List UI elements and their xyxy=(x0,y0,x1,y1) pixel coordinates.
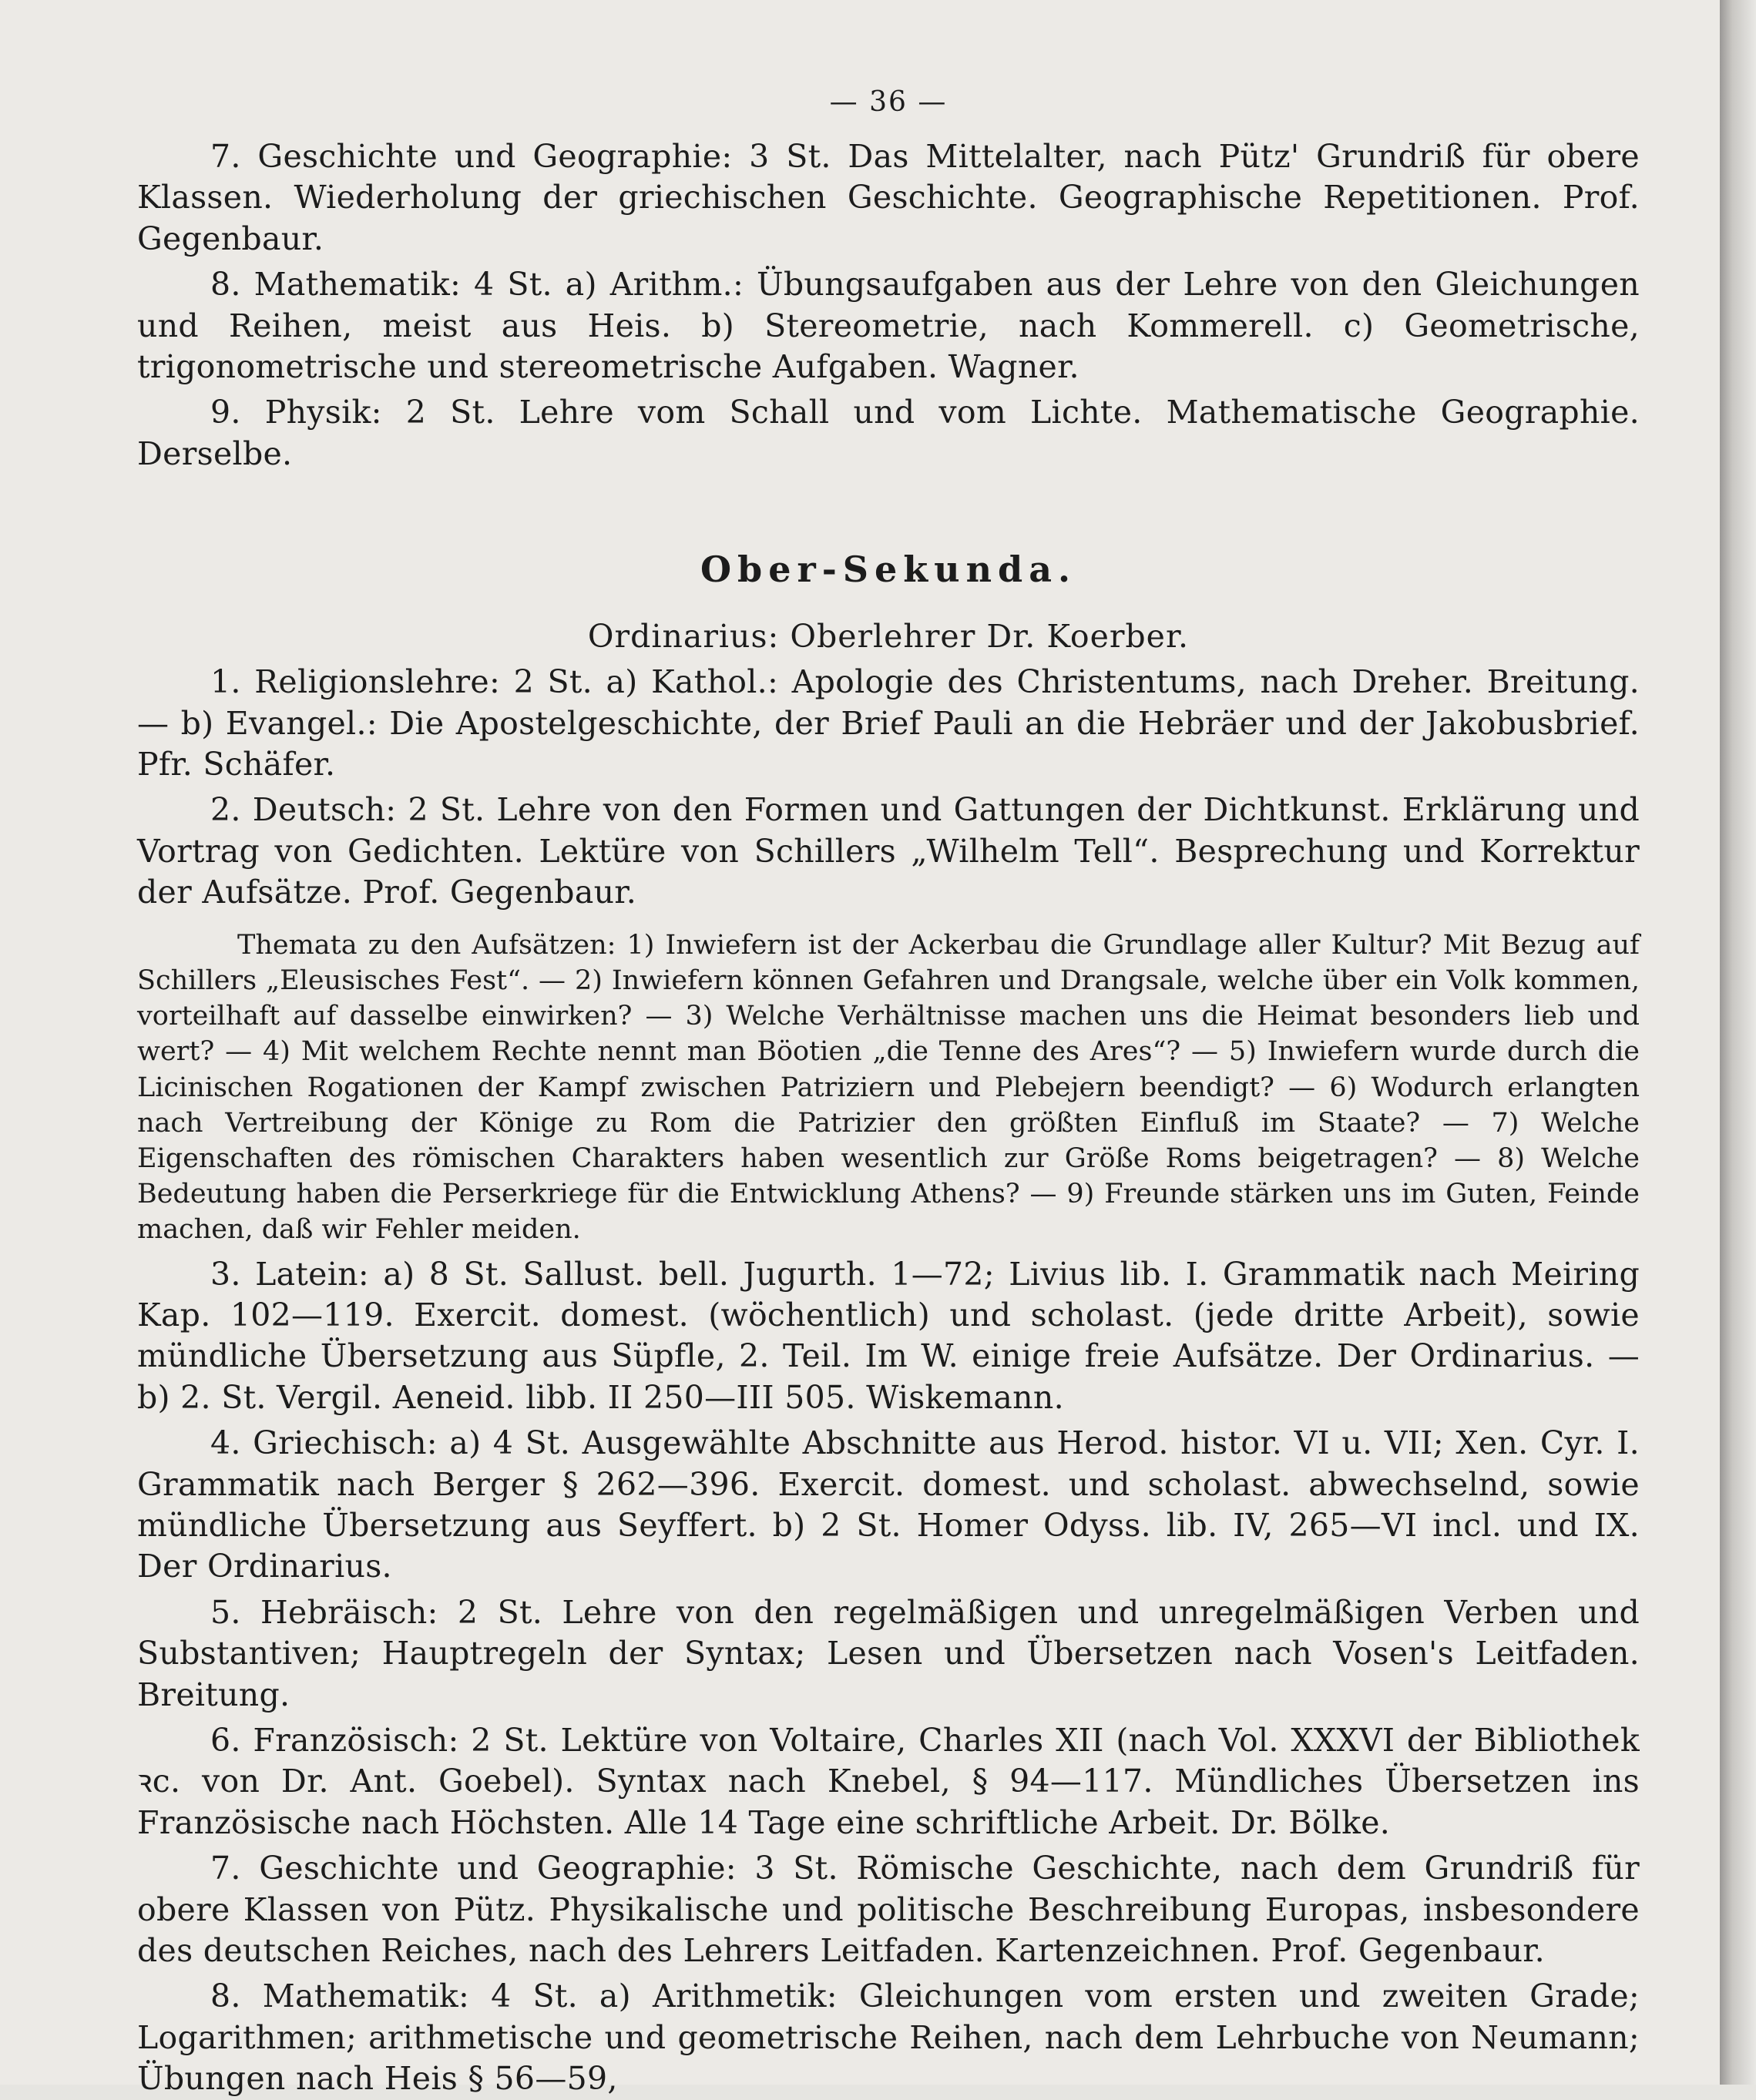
paragraph-physik: 9. Physik: 2 St. Lehre vom Schall und vom Lichte. Mathematische Geographie. Derselbe. xyxy=(137,394,1640,472)
paragraph-geschichte-geographie-2: 7. Geschichte und Geographie: 3 St. Römische Geschichte, nach dem Grundriß für obere Klassen von Pütz. Physikalische und politische Beschreibung Europas, insbesondere des deutschen Reiches, nach des Lehrers Leitfaden. Kartenzeichnen. Prof. Gegenbaur. xyxy=(137,1850,1640,1970)
page-content xyxy=(137,86,1640,2100)
ordinarius-line: Ordinarius: Oberlehrer Dr. Koerber. xyxy=(587,618,1190,656)
paragraph-franzoesisch: 6. Französisch: 2 St. Lektüre von Voltaire, Charles XII (nach Vol. XXXVI der Bibliothek ꝛc. von Dr. Ant. Goebel). Syntax nach Knebel, § 94—117. Mündliches Übersetzen ins Französische nach Höchsten. Alle 14 Tage eine schriftliche Arbeit. Dr. Bölke. xyxy=(137,1721,1640,1841)
paragraph-deutsch: 2. Deutsch: 2 St. Lehre von den Formen und Gattungen der Dichtkunst. Erklärung und Vortrag von Gedichten. Lektüre von Schillers „Wilhelm Tell“. Besprechung und Korrektur der Aufsätze. Prof. Gegenbaur. xyxy=(137,791,1640,911)
paragraph-mathematik: 8. Mathematik: 4 St. a) Arithm.: Übungsaufgaben aus der Lehre von den Gleichungen und Reihen, meist aus Heis. b) Stereometrie, nach Kommerell. c) Geometrische, trigonometrische und stereometrische Aufgaben. Wagner. xyxy=(137,266,1640,386)
paragraph-religionslehre: 1. Religionslehre: 2 St. a) Kathol.: Apologie des Christentums, nach Dreher. Breitung. — b) Evangel.: Die Apostelgeschichte, der Brief Pauli an die Hebräer und der Jakobusbrief. Pfr. Schäfer. xyxy=(137,663,1640,783)
essay-topics: Themata zu den Aufsätzen: 1) Inwiefern ist der Ackerbau die Grundlage aller Kultur? Mit Bezug auf Schillers „Eleusisches Fest“. — 2) Inwiefern können Gefahren und Drangsale, welche über ein Volk kommen, vorteilhaft auf dasselbe einwirken? — 3) Welche Verhältnisse machen uns die Heimat besonders lieb und wert? — 4) Mit welchem Rechte nennt man Böotien „die Tenne des Ares“? — 5) Inwiefern wurde durch die Licinischen Rogationen der Kampf zwischen Patriziern und Plebejern beendigt? — 6) Wodurch erlangten nach Vertreibung der Könige zu Rom die Patrizier den größten Einfluß im Staate? — 7) Welche Eigenschaften des römischen Charakters haben wesentlich zur Größe Roms beigetragen? — 8) Welche Bedeutung haben die Perserkriege für die Entwicklung Athens? — 9) Freunde stärken uns im Guten, Feinde machen, daß wir Fehler meiden. xyxy=(137,929,1640,1246)
paragraph-geschichte-geographie: 7. Geschichte und Geographie: 3 St. Das Mittelalter, nach Pütz' Grundriß für obere Klassen. Wiederholung der griechischen Geschichte. Geographische Repetitionen. Prof. Gegenbaur. xyxy=(137,138,1640,257)
section-heading: Ober-Sekunda. xyxy=(700,548,1077,591)
paragraph-mathematik-2: 8. Mathematik: 4 St. a) Arithmetik: Gleichungen vom ersten und zweiten Grade; Logarithmen; arithmetische und geometrische Reihen, nach dem Lehrbuche von Neumann; Übungen nach Heis § 56—59, xyxy=(137,1978,1640,2098)
paragraph-latein: 3. Latein: a) 8 St. Sallust. bell. Jugurth. 1—72; Livius lib. I. Grammatik nach Meiring Kap. 102—119. Exercit. domest. (wöchentlich) und scholast. (jede dritte Arbeit), sowie mündliche Übersetzung aus Süpfle, 2. Teil. Im W. einige freie Aufsätze. Der Ordinarius. — b) 2. St. Vergil. Aeneid. libb. II 250—III 505. Wiskemann. xyxy=(137,1255,1640,1416)
page-number: — 36 — xyxy=(829,86,948,118)
paragraph-hebraeisch: 5. Hebräisch: 2 St. Lehre von den regelmäßigen und unregelmäßigen Verben und Substantiven; Hauptregeln der Syntax; Lesen und Übersetzen nach Vosen's Leitfaden. Breitung. xyxy=(137,1593,1640,1713)
page-edge-shadow xyxy=(1720,0,1756,2085)
paragraph-griechisch: 4. Griechisch: a) 4 St. Ausgewählte Abschnitte aus Herod. histor. VI u. VII; Xen. Cyr. I. Grammatik nach Berger § 262—396. Exercit. domest. und scholast. abwechselnd, sowie mündliche Übersetzung aus Seyffert. b) 2 St. Homer Odyss. lib. IV, 265—VI incl. und IX. Der Ordinarius. xyxy=(137,1424,1640,1585)
